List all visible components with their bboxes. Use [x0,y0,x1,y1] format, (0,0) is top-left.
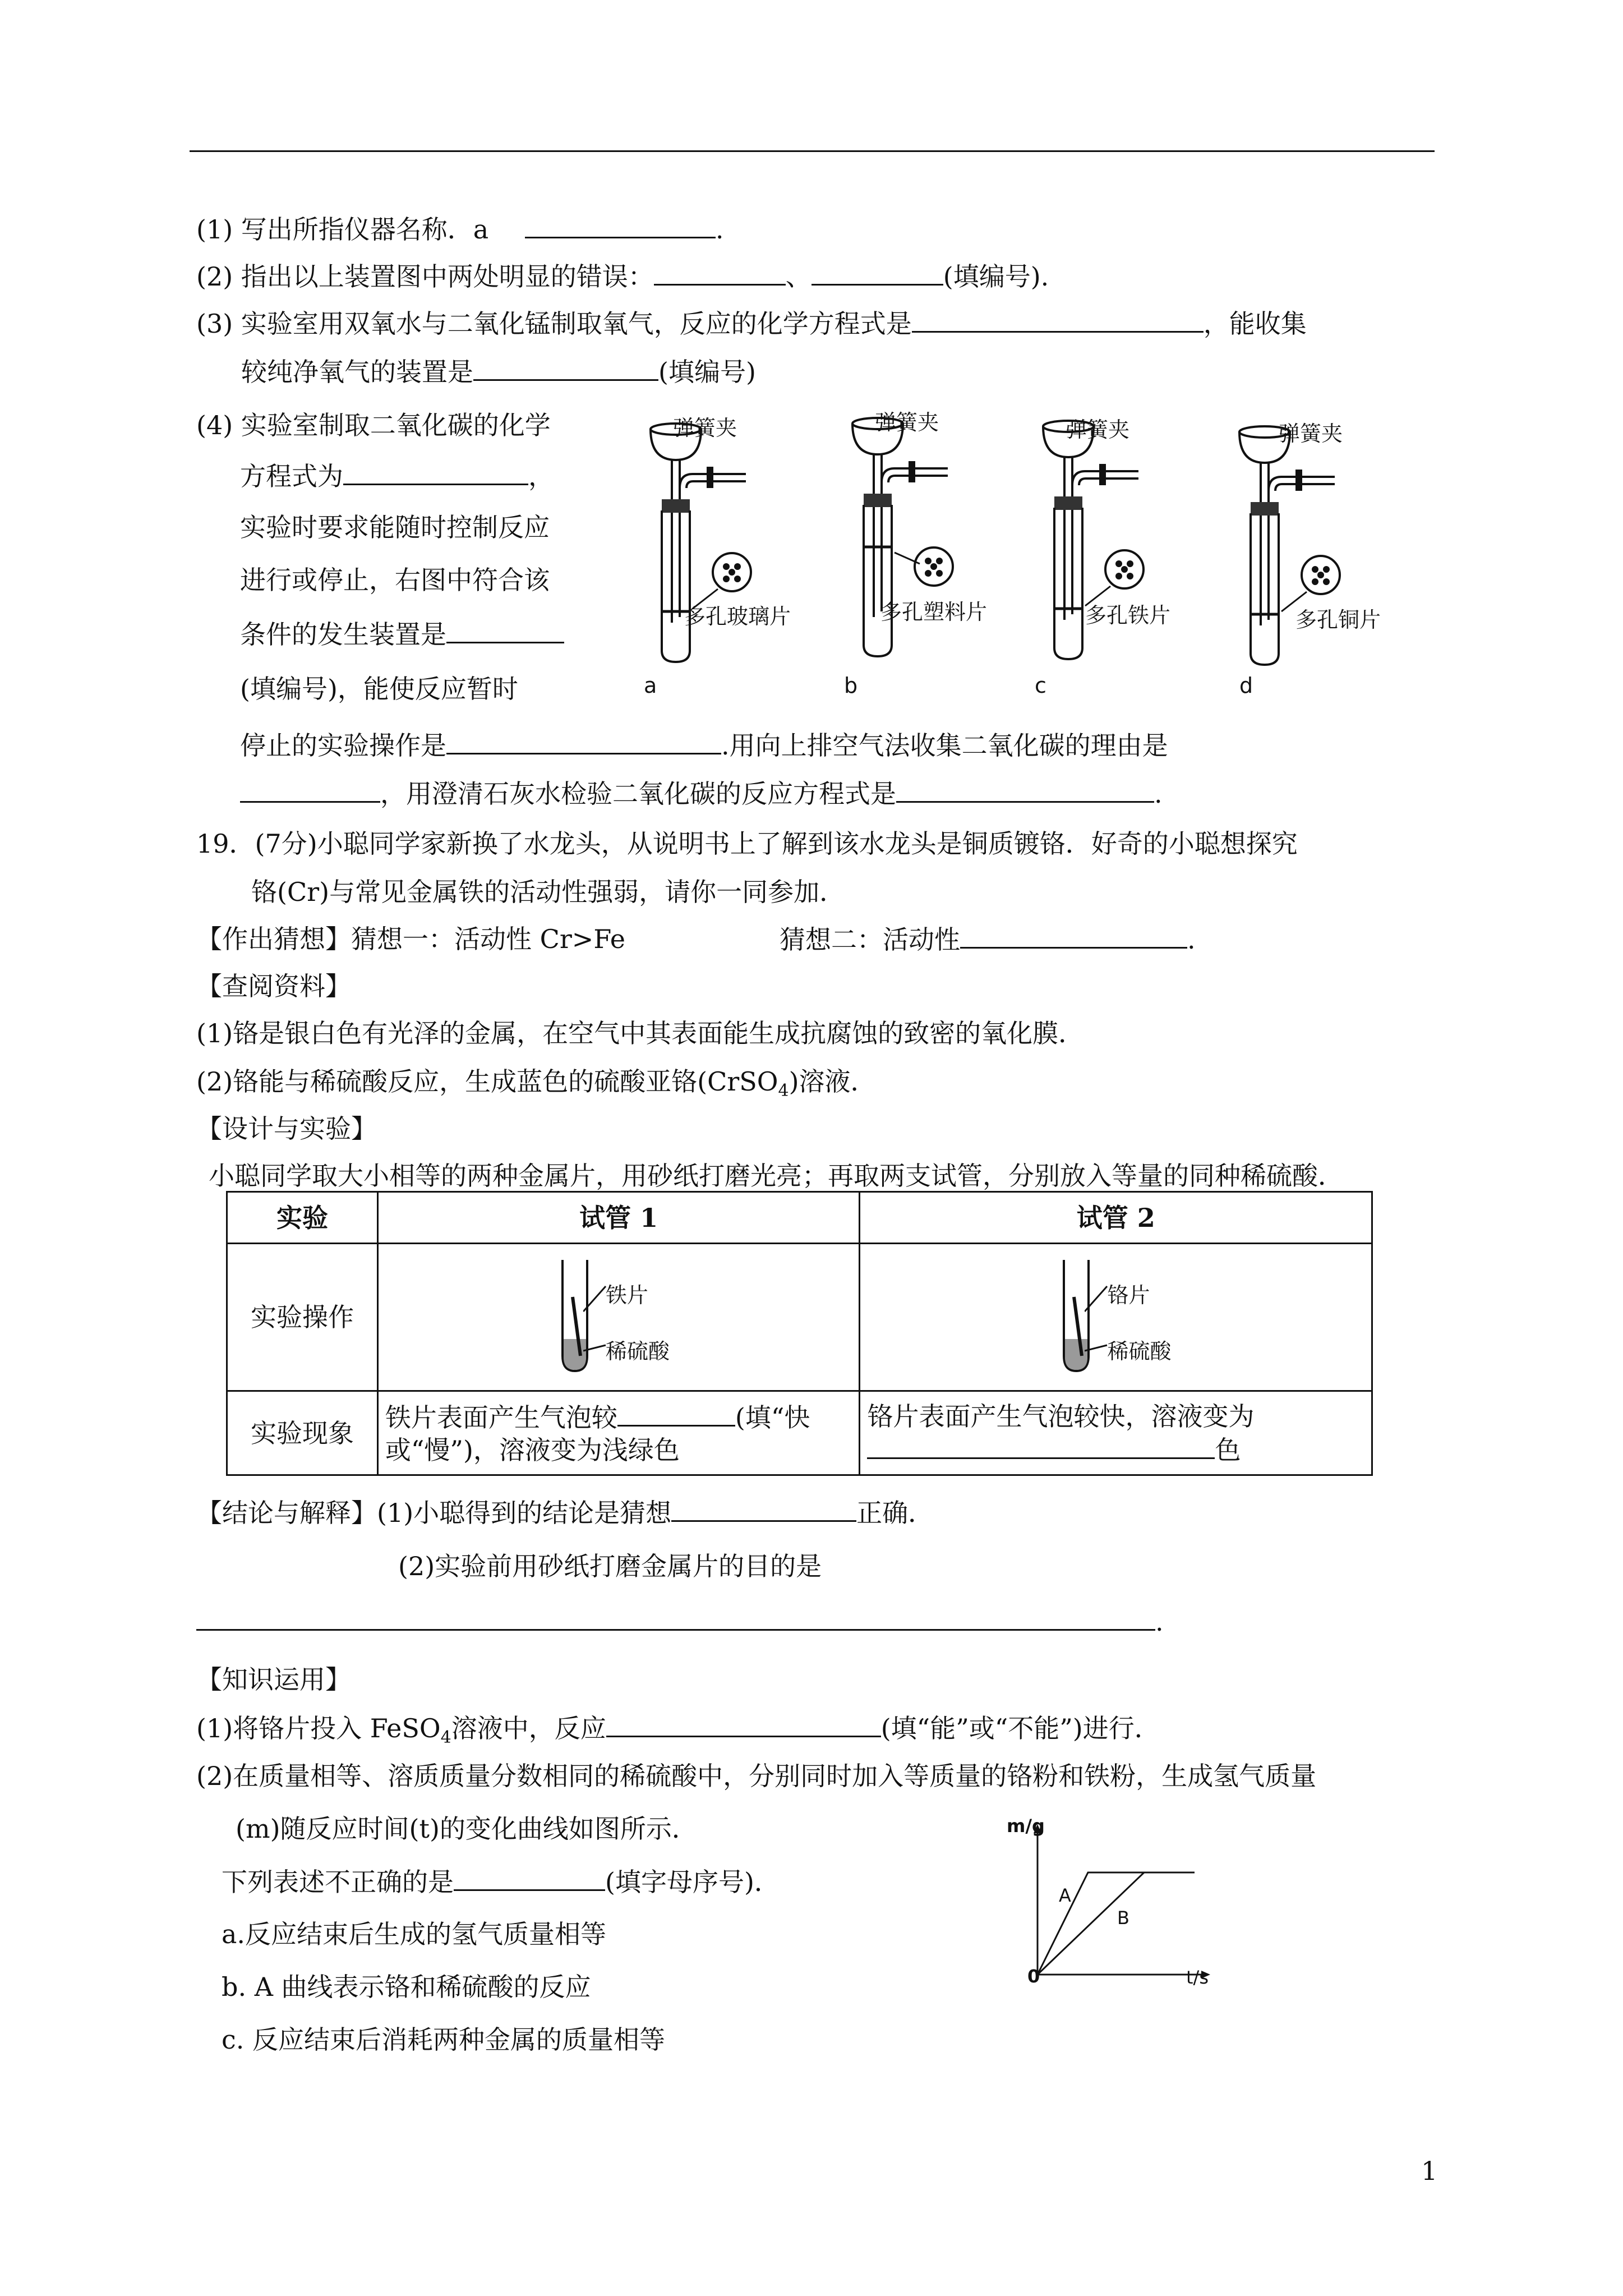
graph-origin: 0 [1027,1966,1040,1987]
answer-blank[interactable] [240,776,380,803]
q18-part3: (3) 实验室用双氧水与二氧化锰制取氧气，反应的化学方程式是 ，能收集 [196,306,1307,341]
q19-design-head: 【设计与实验】 [196,1114,377,1144]
q18-part2: (2) 指出以上装置图中两处明显的错误： 、 (填编号). [196,259,1049,293]
q19-know-2b: (m)随反应时间(t)的变化曲线如图所示． [236,1814,698,1844]
answer-blank[interactable] [654,259,786,286]
q18-part4-l5: 条件的发生装置是 [240,617,564,651]
answer-blank[interactable] [454,1865,605,1891]
apparatus-b-clip: 弹簧夹 [875,410,939,435]
answer-blank[interactable] [525,212,716,238]
q19-info-1: (1)铬是银白色有光泽的金属，在空气中其表面能生成抗腐蚀的致密的氧化膜． [196,1018,1085,1048]
obs1-line1: 铁片表面产生气泡较 (填“快 [385,1400,852,1434]
apparatus-d-id: d [1239,673,1253,698]
obs2-line2: 色 [867,1433,1364,1466]
q18-part4-l3: 实验时要求能随时控制反应 [240,512,550,542]
tube1-metal-label: 铁片 [605,1283,648,1308]
table-row [227,1391,1372,1475]
curve-a-label: A [1059,1885,1071,1906]
apparatus-figure [606,404,1424,718]
header-cell: 试管 1 [377,1192,860,1244]
apparatus-b-plate: 多孔塑料片 [880,600,988,624]
tube1-cell [377,1244,860,1391]
answer-blank[interactable] [960,922,1187,949]
header-cell: 实验 [227,1192,378,1244]
apparatus-c-plate: 多孔铁片 [1085,603,1171,628]
row-label: 实验操作 [227,1244,378,1391]
obs1-cell [377,1391,860,1475]
header-cell: 试管 2 [860,1192,1372,1244]
apparatus-c-clip: 弹簧夹 [1066,417,1130,442]
q18-part4-l1: (4) 实验室制取二氧化碳的化学 [196,410,551,440]
answer-blank[interactable] [606,1711,881,1737]
option-b: b. A 曲线表示铬和稀硫酸的反应 [222,1972,591,2002]
answer-blank[interactable] [446,728,721,754]
obs2-line1: 铬片表面产生气泡较快，溶液变为 [867,1401,1255,1432]
answer-blank[interactable] [912,306,1204,333]
apparatus-c-id: c [1035,673,1046,698]
answer-blank[interactable] [343,459,528,485]
answer-blank[interactable] [867,1433,1215,1459]
graph-x-label: t/s [1186,1967,1209,1988]
apparatus-a-clip: 弹簧夹 [673,416,737,440]
option-c: c. 反应结束后消耗两种金属的质量相等 [222,2024,666,2055]
q18-part3-line2: 较纯净氧气的装置是 (填编号) [241,355,756,389]
graph-y-label: m/g [1007,1815,1045,1837]
apparatus-a-plate: 多孔玻璃片 [684,604,791,629]
q18-part4-l7: 停止的实验操作是 .用向上排空气法收集二氧化碳的理由是 [240,728,1168,762]
q19-conclusion-2: (2)实验前用砂纸打磨金属片的目的是 [398,1551,822,1581]
tube2-cell [860,1244,1372,1391]
table-header-row [227,1192,1372,1244]
q18-part4-l2: 方程式为 ， [240,459,554,493]
tube2-metal-label: 铬片 [1107,1283,1150,1308]
apparatus-d-clip: 弹簧夹 [1279,421,1343,446]
q19-design-text: 小聪同学取大小相等的两种金属片，用砂纸打磨光亮；再取两支试管，分别放入等量的同种稀硫酸． [209,1161,1344,1191]
q18-part4-l8: ，用澄清石灰水检验二氧化碳的反应方程式是 . [240,776,1163,811]
page-number: 1 [1421,2156,1438,2186]
q18-part4-l6: (填编号)，能使反应暂时 [240,674,518,704]
q19-know-1: (1)将铬片投入 FeSO$_4$溶液中，反应 (填“能”或“不能”)进行． [196,1711,1160,1755]
q19-know-2: (2)在质量相等、溶质质量分数相同的稀硫酸中，分别同时加入等质量的铬粉和铁粉，生成氢气质量 [196,1761,1317,1791]
option-a: a.反应结束后生成的氢气质量相等 [222,1919,607,1949]
row-label: 实验现象 [227,1391,378,1475]
q19-intro-2: 铬(Cr)与常见金属铁的活动性强弱，请你一同参加． [251,877,846,907]
answer-blank[interactable] [473,355,658,381]
q18-part1: (1) 写出所指仪器名称．a . [196,212,723,246]
q19-guess: 【作出猜想】猜想一：活动性 Cr>Fe [196,924,625,954]
q19-know-head: 【知识运用】 [196,1664,351,1695]
tube1-acid-label: 稀硫酸 [605,1339,670,1364]
answer-blank[interactable] [896,776,1154,803]
answer-blank[interactable] [196,1604,1155,1631]
header-rule [190,150,1435,152]
q19-know-3: 下列表述不正确的是 (填字母序号)． [222,1865,780,1899]
experiment-table [226,1191,1373,1476]
q19-info-head: 【查阅资料】 [196,971,351,1001]
answer-blank[interactable] [811,259,943,286]
q19-info-2: (2)铬能与稀硫酸反应，生成蓝色的硫酸亚铬(CrSO$_4$)溶液． [196,1066,877,1101]
tube2-acid-label: 稀硫酸 [1107,1339,1172,1364]
obs2-cell [860,1391,1372,1475]
answer-blank[interactable] [671,1496,856,1522]
table-row [227,1244,1372,1391]
q18-part4-l4: 进行或停止，右图中符合该 [240,565,550,595]
answer-blank[interactable] [446,617,564,643]
q19-intro-1: 19．(7分)小聪同学家新换了水龙头，从说明书上了解到该水龙头是铜质镀铬．好奇的小聪想探究 [196,829,1298,859]
q19-conclusion-2-blank: . [196,1604,1164,1639]
apparatus-d-plate: 多孔铜片 [1295,608,1381,632]
curve-b-label: B [1117,1907,1129,1929]
apparatus-b-id: b [844,673,858,698]
obs1-line2: 或“慢”)，溶液变为浅绿色 [385,1434,680,1465]
apparatus-a-id: a [644,673,657,698]
answer-blank[interactable] [617,1400,735,1427]
q19-guess-2: 猜想二：活动性 . [780,922,1196,956]
q19-conclusion-1: 【结论与解释】(1)小聪得到的结论是猜想 正确． [196,1496,934,1530]
